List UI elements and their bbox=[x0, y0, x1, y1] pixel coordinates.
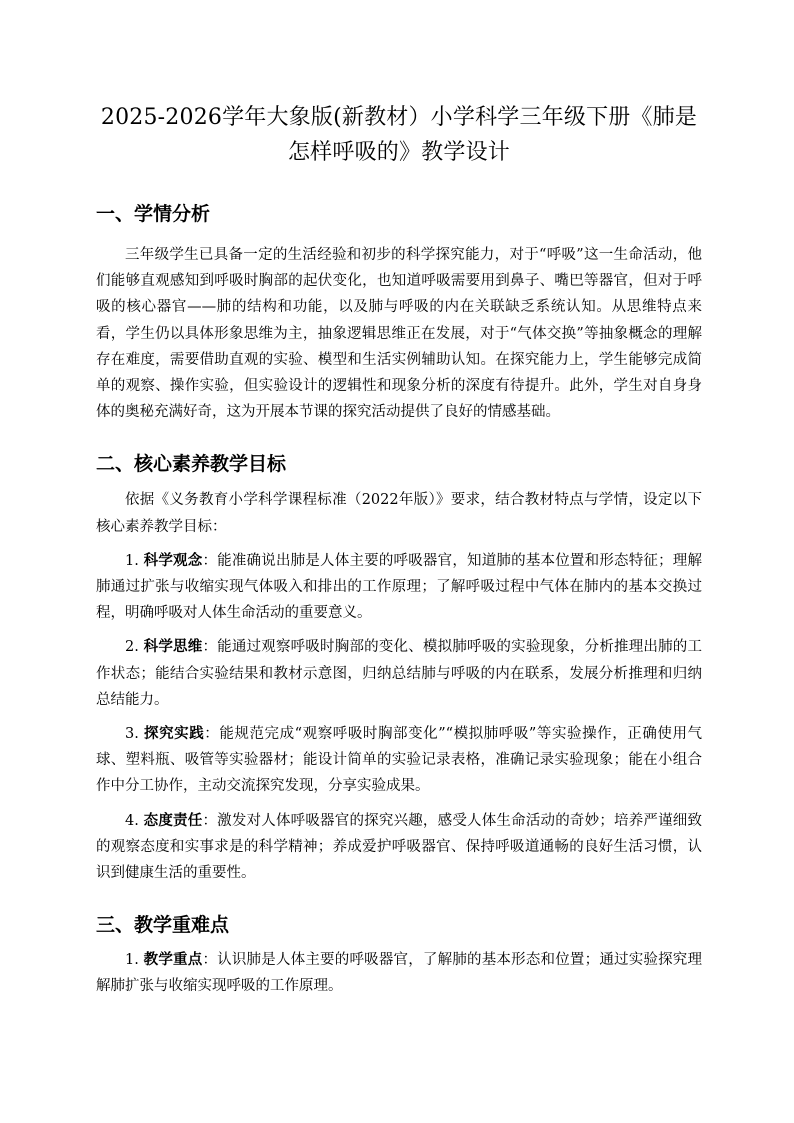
goal-text: ：能规范完成“观察呼吸时胸部变化”“模拟肺呼吸”等实验操作，正确使用气球、塑料瓶、吸管等实验器材；能设计简单的实验记录表格，准确记录实验现象；能在小组合作中分工协作，主动交流探究发现，分享实验成果。 bbox=[96, 726, 703, 795]
goal-text: ：能通过观察呼吸时胸部的变化、模拟肺呼吸的实验现象，分析推理出肺的工作状态；能结合实验结果和教材示意图，归纳总结肺与呼吸的内在联系，发展分析推理和归纳总结能力。 bbox=[96, 639, 703, 708]
goal-label: 探究实践 bbox=[144, 725, 205, 743]
key-point-label: 教学重点 bbox=[143, 951, 203, 969]
key-point-text: ：认识肺是人体主要的呼吸器官，了解肺的基本形态和位置；通过实验探究理解肺扩张与收缩实现呼吸的工作原理。 bbox=[96, 952, 703, 995]
goal-text: ：激发对人体呼吸器官的探究兴趣，感受人体生命活动的奇妙；培养严谨细致的观察态度和实事求是的科学精神；养成爱护呼吸器官、保持呼吸道通畅的良好生活习惯，认识到健康生活的重要性。 bbox=[96, 812, 703, 882]
key-point-item bbox=[96, 947, 702, 999]
goal-number: 4. bbox=[125, 812, 144, 829]
goal-item-scientific-concept bbox=[96, 548, 702, 627]
goal-number: 3. bbox=[125, 726, 145, 743]
goal-number: 2. bbox=[125, 639, 144, 656]
document-title: 2025-2026学年大象版(新教材）小学科学三年级下册《肺是怎样呼吸的》教学设计 bbox=[100, 105, 698, 165]
teaching-goals-intro: 依据《义务教育小学科学课程标准（2022年版）》要求，结合教材特点与学情，设定以下核心素养教学目标： bbox=[96, 492, 702, 535]
goal-item-attitude-responsibility bbox=[96, 808, 702, 887]
section-heading-learner-analysis: 一、学情分析 bbox=[96, 203, 211, 225]
section-heading-teaching-goals: 二、核心素养教学目标 bbox=[96, 453, 287, 476]
learner-analysis-paragraph: 三年级学生已具备一定的生活经验和初步的科学探究能力，对于“呼吸”这一生命活动，他们能够直观感知到呼吸时胸部的起伏变化，也知道呼吸需要用到鼻子、嘴巴等器官，但对于呼吸的核心器官——肺的结构和功能，以及肺与呼吸的内在关联缺乏系统认知。从思维特点来看，学生仍以具体形象思维为主，抽象逻辑思维正在发展，对于“气体交换”等抽象概念的理解存在难度，需要借助直观的实验、模型和生活实例辅助认知。在探究能力上，学生能够完成简单的观察、操作实验，但实验设计的逻辑性和现象分析的深度有待提升。此外，学生对自身身体的奥秘充满好奇，这为开展本节课的探究活动提供了良好的情感基础。 bbox=[96, 247, 702, 421]
key-point-number: 1. bbox=[125, 952, 144, 969]
document-page bbox=[96, 100, 702, 1000]
section-heading-key-difficult-points: 三、教学重难点 bbox=[96, 914, 230, 937]
goal-label: 科学观念 bbox=[143, 551, 203, 569]
goal-label: 科学思维 bbox=[143, 638, 203, 656]
goal-number: 1. bbox=[125, 552, 144, 569]
goal-item-inquiry-practice bbox=[96, 721, 702, 800]
goal-label: 态度责任 bbox=[143, 811, 203, 829]
goal-item-scientific-thinking bbox=[96, 634, 702, 713]
goal-text: ：能准确说出肺是人体主要的呼吸器官，知道肺的基本位置和形态特征；理解肺通过扩张与收缩实现气体吸入和排出的工作原理；了解呼吸过程中气体在肺内的基本交换过程，明确呼吸对人体生命活动的重要意义。 bbox=[96, 552, 703, 622]
